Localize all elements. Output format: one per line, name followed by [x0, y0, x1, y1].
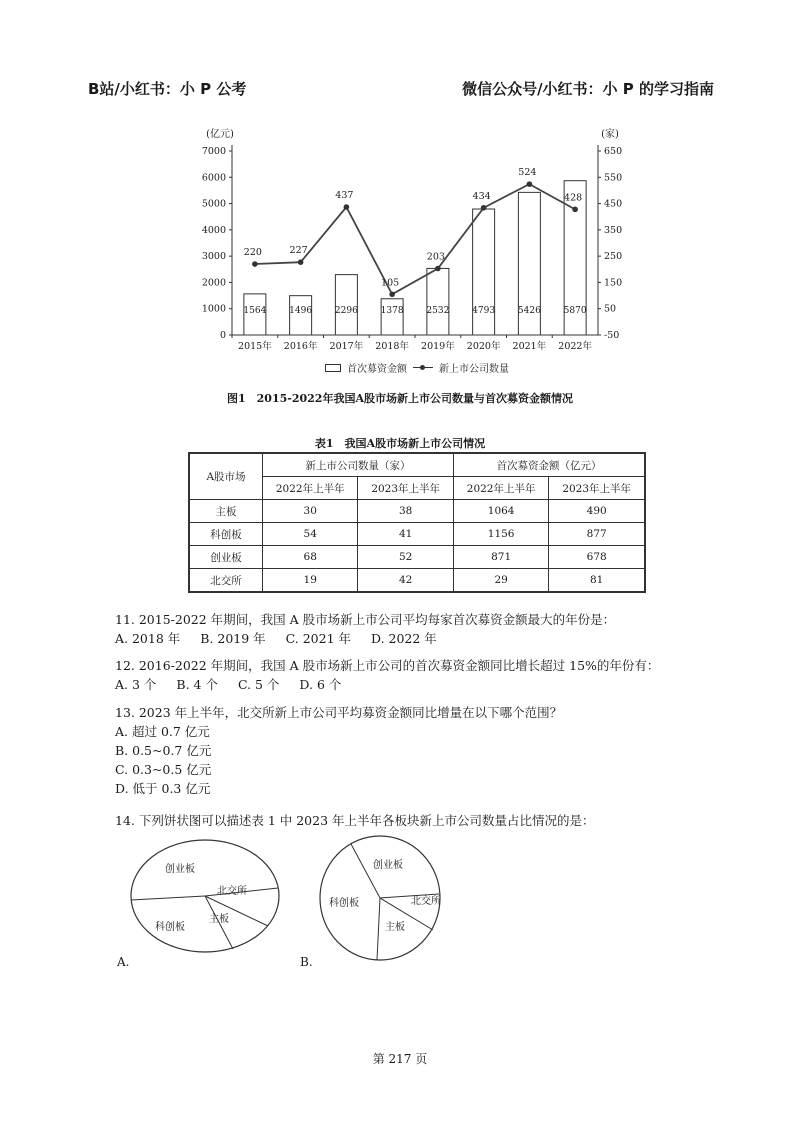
table-row: [189, 500, 645, 523]
line-point: [527, 181, 533, 187]
option-b[interactable]: B. 4 个: [176, 677, 218, 692]
x-tick-label: 2020年: [466, 341, 501, 352]
x-tick-label: 2021年: [512, 341, 547, 352]
option-c[interactable]: C. 5 个: [237, 677, 280, 692]
table-row: [189, 523, 645, 546]
table-subheader: 2023年上半年: [549, 477, 645, 500]
question-text: 12. 2016-2022 年期间，我国 A 股市场新上市公司的首次募资金额同比增长超过 15%的年份有：: [115, 658, 660, 673]
bar-value-label: 2532: [426, 306, 450, 316]
line-value-label: 203: [426, 251, 445, 263]
data-table: [188, 452, 646, 593]
line-value-label: 524: [518, 167, 537, 179]
right-tick-label: 650: [604, 146, 623, 157]
figure-caption: 图1 2015-2022年我国A股市场新上市公司数量与首次募资金额情况: [227, 392, 573, 405]
left-tick-label: 6000: [201, 172, 226, 184]
pie-a-slice-label: 主板: [209, 914, 229, 925]
legend-line-swatch: [413, 367, 433, 368]
x-tick-label: 2022年: [558, 341, 592, 352]
bar: [335, 275, 357, 335]
question-options: [115, 675, 659, 694]
table-row: [189, 569, 645, 593]
question-options: [115, 629, 615, 648]
pie-b-slice-label: 科创板: [329, 898, 359, 909]
left-tick-label: 2000: [201, 277, 226, 289]
question-text: 14. 下列饼状图可以描述表 1 中 2023 年上半年各板块新上市公司数量占比情况的是：: [115, 813, 595, 828]
chart-legend: [325, 360, 509, 375]
table-group-count: 新上市公司数量（家）: [263, 453, 454, 477]
question-text: 11. 2015-2022 年期间，我国 A 股市场新上市公司平均每家首次募资金额最大的年份是：: [115, 612, 616, 627]
table-row: [189, 546, 645, 569]
question-text: 13. 2023 年上半年，北交所新上市公司平均募资金额同比增量在以下哪个范围？: [115, 705, 563, 720]
x-tick-label: 2018年: [375, 341, 409, 352]
option-b[interactable]: B. 0.5~0.7 亿元: [115, 743, 212, 758]
right-tick-label: 550: [604, 172, 623, 184]
bar-value-label: 1378: [380, 306, 404, 316]
bar-value-label: 4793: [472, 306, 496, 316]
cell: 29: [453, 569, 548, 593]
cell: 877: [549, 523, 645, 546]
legend-bar-label: 首次募资金额: [347, 364, 407, 375]
right-tick-label: 350: [604, 224, 623, 236]
bar-value-label: 1564: [243, 306, 267, 316]
right-axis-unit: (家): [601, 129, 619, 140]
right-tick-label: 250: [604, 251, 623, 263]
line-value-label: 428: [564, 192, 583, 204]
line-point: [344, 204, 350, 210]
pie-chart-a[interactable]: [125, 838, 285, 958]
pie-chart-b[interactable]: [315, 832, 445, 964]
table-subheader: 2022年上半年: [263, 477, 358, 500]
x-tick-label: 2019年: [421, 341, 455, 352]
legend-bar-swatch: [325, 364, 341, 372]
cell: 1064: [453, 500, 548, 523]
left-tick-label: 5000: [201, 198, 226, 210]
question-13: [115, 703, 562, 798]
x-tick-label: 2016年: [283, 341, 318, 352]
line-point: [252, 261, 258, 267]
cell: 678: [549, 546, 645, 569]
cell: 1156: [453, 523, 548, 546]
cell: 54: [263, 523, 358, 546]
cell: 490: [549, 500, 645, 523]
bar-value-label: 5426: [517, 306, 541, 316]
pie-b-option-label[interactable]: B.: [300, 955, 313, 969]
table-group-amount: 首次募资金额（亿元）: [453, 453, 645, 477]
bar: [381, 299, 403, 335]
bar: [427, 268, 449, 335]
header-right: 微信公众号/小红书：小 P 的学习指南: [462, 80, 714, 98]
option-d[interactable]: D. 低于 0.3 亿元: [115, 781, 211, 796]
right-tick-label: 50: [604, 303, 617, 315]
cell: 871: [453, 546, 548, 569]
line-point: [298, 259, 304, 265]
option-d[interactable]: D. 2022 年: [371, 631, 437, 646]
table-subheader: 2022年上半年: [453, 477, 548, 500]
left-tick-label: 3000: [201, 251, 226, 263]
pie-b-slice-label: 北交所: [411, 896, 441, 907]
question-14: [115, 811, 595, 830]
left-tick-label: 0: [219, 330, 226, 341]
cell: 68: [263, 546, 358, 569]
cell: 42: [358, 569, 453, 593]
line-value-label: 227: [289, 245, 308, 257]
combo-chart: [190, 125, 630, 375]
line-value-label: 105: [381, 277, 400, 289]
bar-value-label: 1496: [289, 306, 313, 316]
header-left: B站/小红书：小 P 公考: [88, 80, 247, 98]
left-tick-label: 1000: [201, 303, 226, 315]
option-a[interactable]: A. 3 个: [115, 677, 157, 692]
right-tick-label: -50: [604, 330, 620, 341]
pie-a-slice-label: 科创板: [155, 922, 185, 933]
row-name: 主板: [189, 500, 263, 523]
line-point: [435, 266, 441, 272]
right-tick-label: 150: [604, 277, 623, 289]
bar-value-label: 5870: [563, 306, 587, 316]
pie-b-slice-label: 主板: [385, 922, 405, 933]
line-point: [481, 205, 487, 211]
pie-a-option-label[interactable]: A.: [117, 955, 130, 969]
page-number: 第 217 页: [372, 1052, 428, 1066]
option-b[interactable]: B. 2019 年: [200, 631, 266, 646]
left-tick-label: 7000: [201, 146, 226, 157]
left-tick-label: 4000: [201, 224, 226, 236]
row-name: 创业板: [189, 546, 263, 569]
right-tick-label: 450: [604, 198, 623, 210]
question-11: [115, 610, 615, 648]
option-c[interactable]: C. 0.3~0.5 亿元: [115, 762, 212, 777]
pie-a-slice-label: 北交所: [217, 886, 247, 897]
line-value-label: 220: [243, 247, 262, 259]
line-value-label: 434: [472, 190, 491, 202]
row-name: 科创板: [189, 523, 263, 546]
cell: 19: [263, 569, 358, 593]
question-12: [115, 656, 659, 694]
cell: 52: [358, 546, 453, 569]
bar-value-label: 2296: [334, 306, 358, 316]
line-value-label: 437: [335, 189, 354, 201]
option-c[interactable]: C. 2021 年: [285, 631, 352, 646]
legend-line-label: 新上市公司数量: [439, 364, 509, 375]
table-corner: A股市场: [189, 453, 263, 500]
x-tick-label: 2015年: [238, 341, 272, 352]
line-point: [572, 207, 578, 213]
left-axis-unit: (亿元): [206, 129, 234, 140]
table-title: 表1 我国A股市场新上市公司情况: [314, 437, 486, 450]
option-a[interactable]: A. 2018 年: [115, 631, 181, 646]
table-subheader: 2023年上半年: [358, 477, 453, 500]
row-name: 北交所: [189, 569, 263, 593]
bar: [473, 209, 495, 335]
cell: 41: [358, 523, 453, 546]
option-d[interactable]: D. 6 个: [299, 677, 342, 692]
cell: 81: [549, 569, 645, 593]
line-point: [389, 291, 395, 297]
cell: 38: [358, 500, 453, 523]
option-a[interactable]: A. 超过 0.7 亿元: [115, 724, 210, 739]
cell: 30: [263, 500, 358, 523]
x-tick-label: 2017年: [329, 341, 364, 352]
pie-b-slice-label: 创业板: [373, 860, 403, 871]
pie-a-slice-label: 创业板: [165, 864, 195, 875]
